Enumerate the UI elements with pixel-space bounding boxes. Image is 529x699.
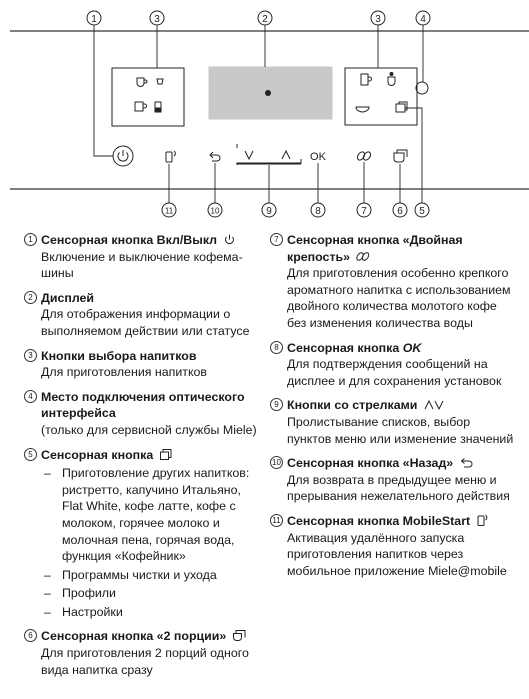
item-number: 11 <box>270 514 283 527</box>
svg-text:5: 5 <box>419 206 425 217</box>
arrows-icon <box>424 400 444 410</box>
legend-item-9 <box>270 397 515 447</box>
item-description: Для приготовления 2 порций одного вида напитка сразу <box>41 646 249 677</box>
two-portions-icon <box>233 630 246 641</box>
legend-item-7 <box>270 232 515 332</box>
item-number: 10 <box>270 456 283 469</box>
callout-9 <box>262 203 276 217</box>
svg-text:8: 8 <box>315 206 321 217</box>
back-icon[interactable] <box>210 152 220 161</box>
list-item: – Профили <box>41 585 264 602</box>
item-description: Активация удалённого запуска приготовления напитков через мобильное приложение Miele@mobile <box>287 530 507 578</box>
item-title: Сенсорная кнопка «Двойная крепость» <box>287 233 463 264</box>
item-number: 6 <box>24 629 37 642</box>
item-number: 7 <box>270 233 283 246</box>
power-icon <box>224 234 235 245</box>
svg-text:10: 10 <box>210 206 220 216</box>
item-number: 9 <box>270 398 283 411</box>
legend-item-8 <box>270 340 515 390</box>
list-item: – Приготовление других напитков: ристретто, капучино Итальяно, Flat White, кофе латте, кофе с молоком, горячее молоко и молочная пена, горячая вода, функция «Кофейник» <box>41 465 264 565</box>
item-title-ok: OK <box>402 340 422 355</box>
double-strength-icon <box>356 251 370 262</box>
svg-text:3: 3 <box>154 14 160 25</box>
latte-icon <box>135 102 147 111</box>
large-cup-icon <box>356 107 369 112</box>
back-icon <box>460 458 473 468</box>
coffee-cup-icon <box>137 78 147 87</box>
callout-2 <box>258 11 272 25</box>
item-description: (только для сервисной службы Miele) <box>41 422 257 437</box>
legend-item-6 <box>24 628 264 678</box>
item-number: 4 <box>24 390 37 403</box>
item-description: Для приготовления напитков <box>41 365 207 380</box>
item-number: 5 <box>24 448 37 461</box>
item-title: Сенсорная кнопка «2 порции» <box>41 629 227 644</box>
callout-3-left <box>150 11 164 25</box>
macchiato-icon <box>155 102 161 112</box>
optical-interface <box>416 82 428 94</box>
callout-10 <box>208 203 222 217</box>
svg-text:4: 4 <box>420 14 426 25</box>
item-title: Место подключения оптического интерфейса <box>41 389 245 421</box>
more-drinks-icon <box>160 449 172 460</box>
item-number: 1 <box>24 233 37 246</box>
drink-buttons-left[interactable] <box>112 68 184 126</box>
list-item: – Программы чистки и ухода <box>41 567 264 584</box>
item-description: Для возврата в предыдущее меню и прерывания нежелательного действия <box>287 472 510 504</box>
callout-7 <box>357 203 371 217</box>
item-title-prefix: Сенсорная кнопка <box>287 340 400 355</box>
svg-text:3: 3 <box>375 14 381 25</box>
item-description: Для подтверждения сообщений на дисплее и для сохранения установок <box>287 357 502 388</box>
power-icon <box>118 150 128 161</box>
callout-3-right <box>371 11 385 25</box>
legend-item-1 <box>24 232 264 282</box>
callout-11 <box>162 203 176 217</box>
legend-item-5 <box>24 447 264 621</box>
mobile-start-icon <box>477 514 489 526</box>
legend-right-column <box>270 232 515 587</box>
callout-8 <box>311 203 325 217</box>
item-title: Сенсорная кнопка <box>41 447 154 462</box>
legend-item-2 <box>24 290 264 340</box>
item-description: Включение и выключение кофема-шины <box>41 249 243 281</box>
ok-button[interactable]: OK <box>310 151 326 163</box>
callout-4 <box>416 11 430 25</box>
drink-buttons-right[interactable] <box>345 68 417 125</box>
item-description: Для отображения информации о выполняемом действии или статусе <box>41 307 250 338</box>
item-title: Кнопки выбора напитков <box>41 348 197 363</box>
callout-5 <box>415 203 429 217</box>
svg-text:2: 2 <box>262 14 268 25</box>
mobile-start-icon[interactable] <box>166 151 175 162</box>
double-strength-icon[interactable] <box>356 151 372 162</box>
svg-text:6: 6 <box>397 206 403 217</box>
item-number: 2 <box>24 291 37 304</box>
svg-text:11: 11 <box>164 206 174 216</box>
arrow-down-icon[interactable] <box>245 151 253 159</box>
item-number: 3 <box>24 349 37 362</box>
item-title: Сенсорная кнопка «Назад» <box>287 456 454 471</box>
item-title: Дисплей <box>41 290 95 305</box>
svg-text:1: 1 <box>91 14 97 25</box>
legend-item-3 <box>24 348 264 381</box>
more-drinks-icon[interactable] <box>396 102 407 112</box>
item-description: Пролистывание списков, выбор пунктов меню или изменение значений <box>287 414 514 446</box>
callout-1 <box>87 11 101 25</box>
legend-item-11 <box>270 513 515 579</box>
list-item: – Настройки <box>41 604 264 621</box>
svg-text:7: 7 <box>361 206 367 217</box>
legend-item-10 <box>270 455 515 505</box>
legend-item-4 <box>24 389 264 439</box>
item-number: 8 <box>270 341 283 354</box>
cappuccino-icon <box>388 73 395 86</box>
item-title: Кнопки со стрелками <box>287 398 418 413</box>
espresso-icon <box>157 79 163 84</box>
arrow-up-icon[interactable] <box>282 151 290 159</box>
item-title: Сенсорная кнопка Вкл/Выкл <box>41 233 218 247</box>
item-description: Для приготовления особенно крепкого ароматного напитка с использованием двойного количества молотого кофе без изменения количества воды <box>287 266 511 330</box>
tall-coffee-icon <box>361 74 372 85</box>
two-portions-icon[interactable] <box>394 150 407 162</box>
control-panel-diagram <box>0 0 529 222</box>
more-drinks-list <box>41 465 264 620</box>
item-title <box>287 341 421 355</box>
callout-6 <box>393 203 407 217</box>
item-title: Сенсорная кнопка MobileStart <box>287 513 471 528</box>
legend-left-column <box>24 232 264 686</box>
svg-text:9: 9 <box>266 206 272 217</box>
